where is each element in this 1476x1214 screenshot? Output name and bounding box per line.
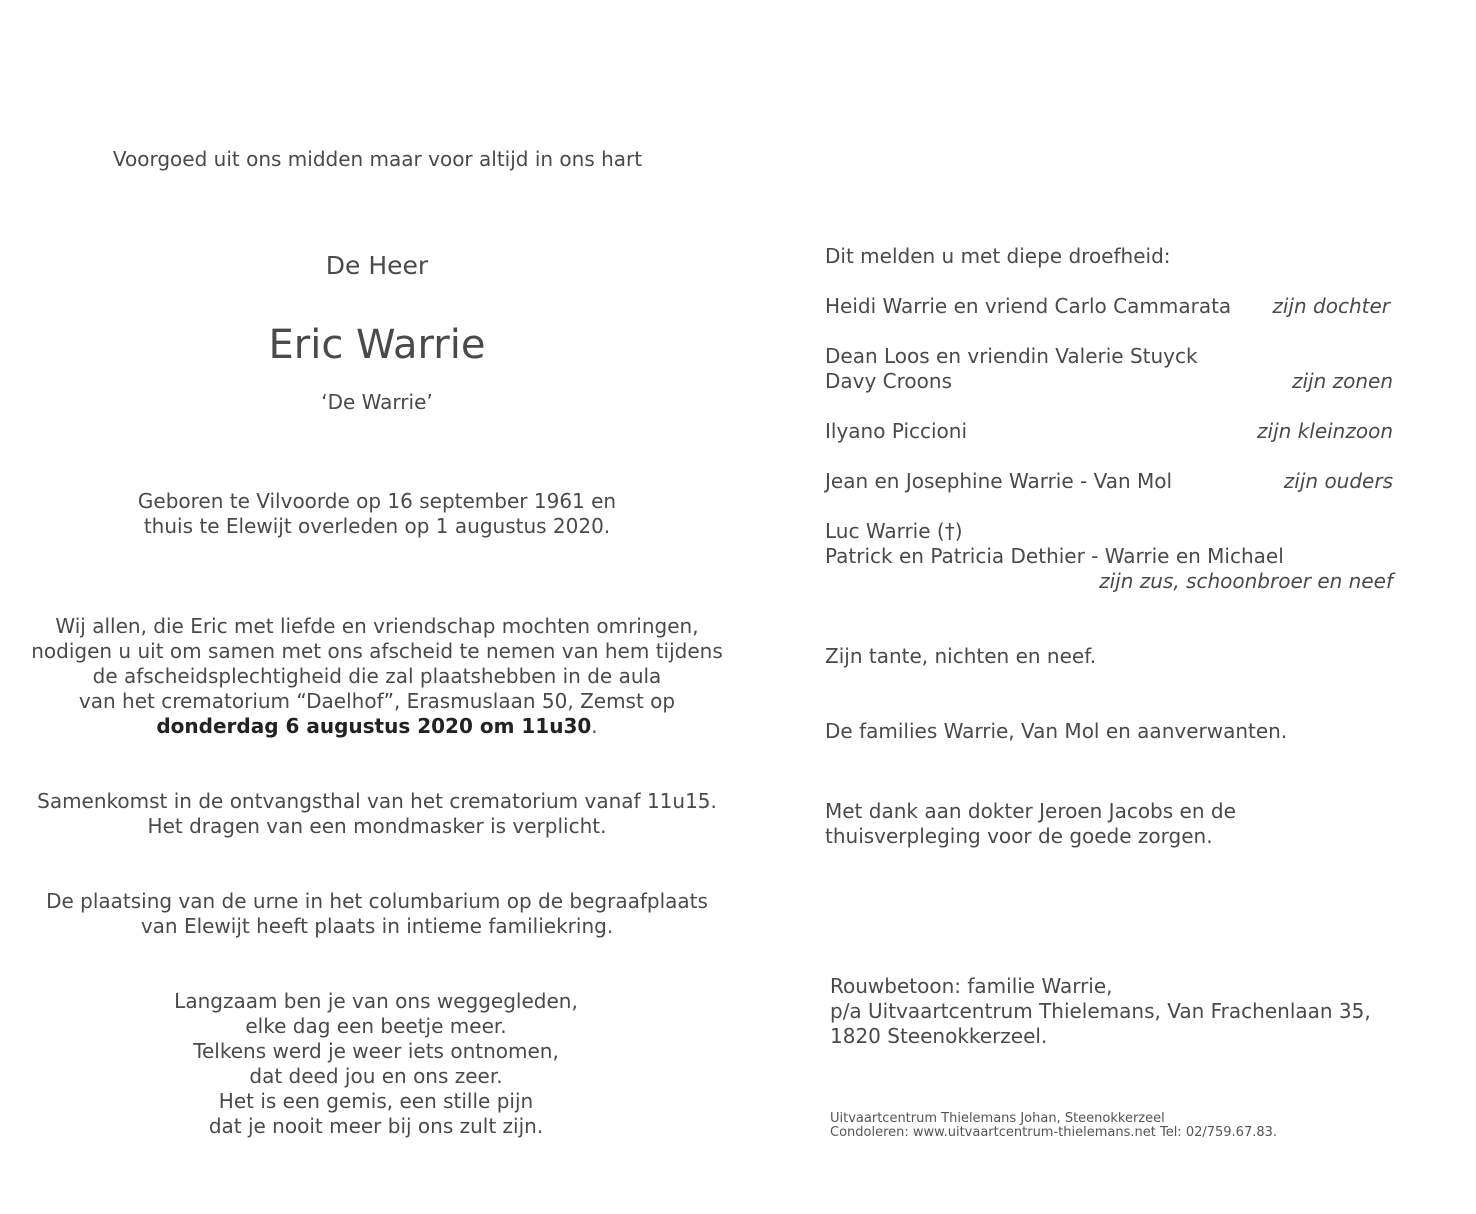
thanks-line: thuisverpleging voor de goede zorgen. (825, 824, 1213, 848)
relative-name: Heidi Warrie en vriend Carlo Cammarata (825, 294, 1232, 318)
poem-line: Telkens werd je weer iets ontnomen, (193, 1039, 559, 1063)
invitation-line: nodigen u uit om samen met ons afscheid te nemen van hem tijdens (31, 639, 723, 663)
families: De families Warrie, Van Mol en aanverwanten. (825, 719, 1288, 743)
relative-relation: zijn ouders (1283, 469, 1393, 493)
relative-name: Luc Warrie (†) (825, 519, 963, 543)
relative-name: Jean en Josephine Warrie - Van Mol (825, 469, 1173, 493)
deceased-name: Eric Warrie (268, 322, 486, 368)
footer-line: Uitvaartcentrum Thielemans Johan, Steenokkerzeel (830, 1111, 1165, 1126)
announcement: Dit melden u met diepe droefheid: (825, 244, 1171, 268)
gathering-info (10, 789, 744, 839)
address-line: p/a Uitvaartcentrum Thielemans, Van Frachenlaan 35, (830, 999, 1371, 1023)
relative-row (825, 369, 1393, 394)
birth-line: Geboren te Vilvoorde op 16 september 1961 en (137, 489, 617, 513)
invitation-line: de afscheidsplechtigheid die zal plaatshebben in de aula (92, 664, 662, 688)
thanks-line: Met dank aan dokter Jeroen Jacobs en de (825, 799, 1236, 823)
poem-line: dat deed jou en ons zeer. (249, 1064, 503, 1088)
mourning-address (830, 974, 1371, 1049)
ceremony-date: donderdag 6 augustus 2020 om 11u30 (156, 714, 592, 738)
urn-info (10, 889, 744, 939)
poem-line: Het is een gemis, een stille pijn (218, 1089, 534, 1113)
relative-relation: zijn zonen (1291, 369, 1393, 393)
death-line: thuis te Elewijt overleden op 1 augustus 2020. (143, 514, 611, 538)
address-line: Rouwbetoon: familie Warrie, (830, 974, 1113, 998)
invitation-line: Wij allen, die Eric met liefde en vriendschap mochten omringen, (55, 614, 699, 638)
relative-row (825, 544, 1393, 569)
relative-row (825, 519, 1393, 544)
nickname: ‘De Warrie’ (321, 390, 433, 414)
salutation: De Heer (325, 251, 429, 280)
relative-name: Ilyano Piccioni (825, 419, 968, 443)
ceremony-date-line (10, 714, 744, 739)
relative-row (825, 419, 1393, 444)
relative-name: Dean Loos en vriendin Valerie Stuyck (825, 344, 1198, 368)
urn-line: van Elewijt heeft plaats in intieme familiekring. (140, 914, 614, 938)
relative-row (825, 294, 1393, 319)
extended-family: Zijn tante, nichten en neef. (825, 644, 1097, 668)
relative-row (825, 344, 1393, 369)
footer-line: Condoleren: www.uitvaartcentrum-thielemans.net Tel: 02/759.67.83. (830, 1125, 1278, 1140)
relative-relation: zijn zus, schoonbroer en neef (1099, 569, 1393, 593)
thanks-note (825, 799, 1236, 849)
invitation-text (10, 614, 744, 739)
gathering-line: Samenkomst in de ontvangsthal van het crematorium vanaf 11u15. (37, 789, 717, 813)
poem-line: dat je nooit meer bij ons zult zijn. (208, 1114, 544, 1138)
poem (76, 989, 676, 1139)
relative-relation: zijn kleinzoon (1257, 419, 1393, 443)
urn-line: De plaatsing van de urne in het columbarium op de begraafplaats (46, 889, 708, 913)
relative-relation: zijn dochter (1272, 294, 1390, 318)
poem-line: Langzaam ben je van ons weggegleden, (174, 989, 578, 1013)
relative-row (825, 469, 1393, 494)
poem-line: elke dag een beetje meer. (245, 1014, 507, 1038)
gathering-line: Het dragen van een mondmasker is verplicht. (147, 814, 607, 838)
motto: Voorgoed uit ons midden maar voor altijd in ons hart (112, 147, 643, 171)
relative-name: Davy Croons (825, 369, 953, 393)
birth-death-info (30, 489, 724, 539)
address-line: 1820 Steenokkerzeel. (830, 1024, 1048, 1048)
ceremony-date-suffix: . (591, 714, 598, 738)
funeral-home-footer (830, 1112, 1277, 1140)
invitation-line: van het crematorium “Daelhof”, Erasmuslaan 50, Zemst op (78, 689, 676, 713)
relative-name: Patrick en Patricia Dethier - Warrie en Michael (825, 544, 1284, 568)
